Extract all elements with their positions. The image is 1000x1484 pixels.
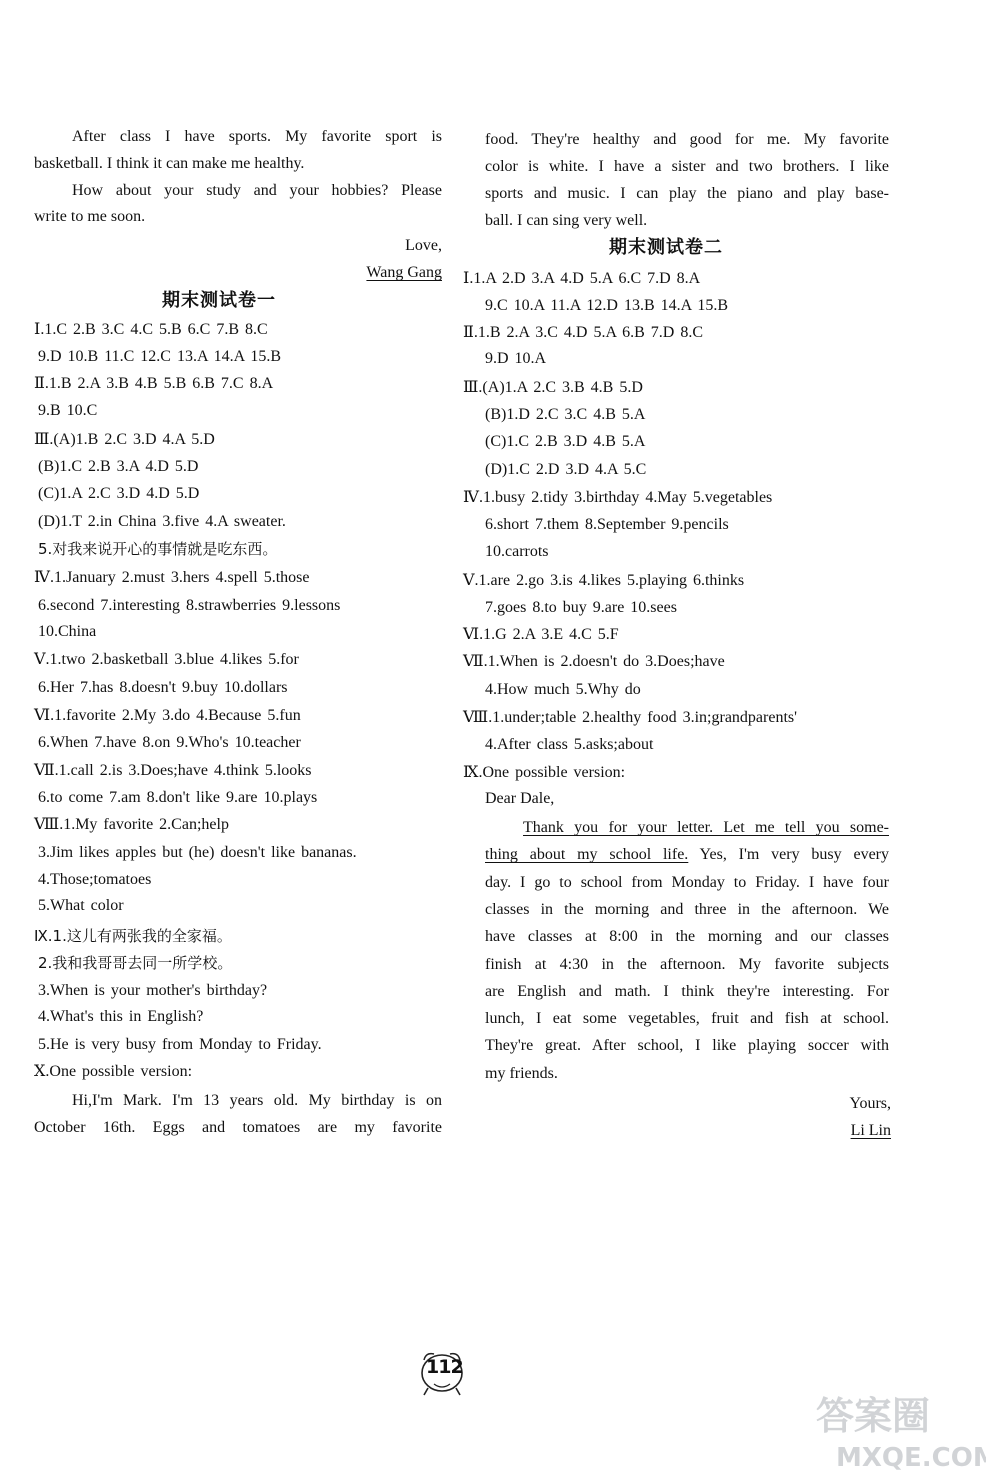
answer-line: Ⅸ.One possible version: [463, 764, 626, 781]
watermark-url: MXQE.COM [836, 1443, 986, 1473]
answer-line: 6.When 7.have 8.on 9.Who's 10.teacher [38, 734, 301, 751]
answer-line: (D)1.T 2.in China 3.five 4.A sweater. [38, 513, 286, 530]
essay-line: lunch, I eat some vegetables, fruit and fish at school. [485, 1010, 889, 1028]
answer-line: Ⅹ.One possible version: [34, 1063, 193, 1080]
letter-greeting: Dear Dale, [485, 790, 555, 807]
letter-closing: Yours, [849, 1095, 891, 1112]
letter-signature: Li Lin [850, 1122, 891, 1139]
page-number [418, 1350, 468, 1398]
answer-line: 7.goes 8.to buy 9.are 10.sees [485, 599, 677, 616]
answer-line: Ⅵ.1.favorite 2.My 3.do 4.Because 5.fun [34, 707, 301, 724]
essay-line: Hi,I'm Mark. I'm 13 years old. My birthday is on [72, 1092, 442, 1109]
answer-line: Ⅷ.1.My favorite 2.Can;help [34, 816, 229, 833]
answer-line: Ⅱ.1.B 2.A 3.C 4.D 5.A 6.B 7.D 8.C [463, 324, 704, 341]
answer-line: 6.short 7.them 8.September 9.pencils [485, 516, 729, 533]
page-number-text: 112 [426, 1356, 463, 1378]
essay-line: my friends. [485, 1064, 558, 1082]
essay-line: classes in the morning and three in the afternoon. We [485, 900, 889, 918]
answer-line: 3.When is your mother's birthday? [38, 982, 268, 999]
answer-line: 6.Her 7.has 8.doesn't 9.buy 10.dollars [38, 679, 288, 696]
answer-line: Ⅴ.1.two 2.basketball 3.blue 4.likes 5.for [34, 651, 299, 668]
answer-line: Ⅳ.1.busy 2.tidy 3.birthday 4.May 5.vegetables [463, 489, 773, 506]
answer-line: Ⅵ.1.G 2.A 3.E 4.C 5.F [463, 626, 619, 643]
answer-line: Ⅲ.(A)1.A 2.C 3.B 4.B 5.D [463, 379, 643, 396]
letter-line: How about your study and your hobbies? Please [72, 182, 442, 199]
answer-line: 6.to come 7.am 8.don't like 9.are 10.plays [38, 789, 318, 806]
underlined-text: thing about my school life. [485, 846, 689, 864]
essay-line: finish at 4:30 in the afternoon. My favorite subjects [485, 955, 889, 973]
answer-line: (C)1.A 2.C 3.D 4.D 5.D [38, 485, 200, 502]
answer-line: 4.How much 5.Why do [485, 681, 641, 698]
answer-line: (D)1.C 2.D 3.D 4.A 5.C [485, 461, 647, 478]
watermark-logo [806, 1384, 986, 1474]
letter-line: After class I have sports. My favorite sport is [72, 128, 442, 145]
answer-line: Ⅷ.1.under;table 2.healthy food 3.in;grandparents' [463, 709, 797, 726]
answer-line: 9.C 10.A 11.A 12.D 13.B 14.A 15.B [485, 297, 728, 314]
answer-line: Ⅰ.1.A 2.D 3.A 4.D 5.A 6.C 7.D 8.A [463, 270, 701, 287]
essay-line: day. I go to school from Monday to Friday. I have four [485, 873, 889, 891]
answer-line: (B)1.C 2.B 3.A 4.D 5.D [38, 458, 199, 475]
answer-line: 2.我和我哥哥去同一所学校。 [38, 954, 233, 972]
answer-line: 9.B 10.C [38, 402, 98, 419]
answer-line: 10.China [38, 623, 97, 640]
answer-line: Ⅴ.1.are 2.go 3.is 4.likes 5.playing 6.thinks [463, 572, 745, 589]
essay-line: color is white. I have a sister and two brothers. I like [485, 158, 889, 175]
essay-line: are English and math. I think they're interesting. For [485, 982, 889, 1000]
essay-line: food. They're healthy and good for me. My favorite [485, 131, 889, 148]
answer-line: 5.What color [38, 897, 124, 914]
answer-line: 3.Jim likes apples but (he) doesn't like bananas. [38, 844, 357, 861]
essay-line: ball. I can sing very well. [485, 212, 648, 229]
letter-signature: Wang Gang [366, 264, 442, 281]
answer-line: Ⅱ.1.B 2.A 3.B 4.B 5.B 6.B 7.C 8.A [34, 375, 274, 392]
answer-line: 4.What's this in English? [38, 1008, 204, 1025]
answer-line: 4.After class 5.asks;about [485, 736, 654, 753]
answer-line: Ⅲ.(A)1.B 2.C 3.D 4.A 5.D [34, 431, 215, 448]
answer-line: Ⅶ.1.call 2.is 3.Does;have 4.think 5.looks [34, 762, 312, 779]
answer-line: (B)1.D 2.C 3.C 4.B 5.A [485, 406, 646, 423]
answer-line: 6.second 7.interesting 8.strawberries 9.lessons [38, 597, 341, 614]
answer-line: 4.Those;tomatoes [38, 871, 152, 888]
essay-line: October 16th. Eggs and tomatoes are my favorite [34, 1119, 442, 1136]
letter-line: basketball. I think it can make me healthy. [34, 155, 305, 172]
answer-line: 5.He is very busy from Monday to Friday. [38, 1036, 322, 1053]
test1-title: 期末测试卷一 [162, 290, 276, 311]
essay-line: sports and music. I can play the piano and play base- [485, 185, 889, 202]
answer-line: Ⅳ.1.January 2.must 3.hers 4.spell 5.those [34, 569, 310, 586]
essay-line: Thank you for your letter. Let me tell you some- [523, 819, 889, 836]
answer-line: Ⅸ.1.这儿有两张我的全家福。 [34, 927, 232, 945]
plain-text: Yes, I'm very busy every [688, 846, 889, 864]
answer-line: 9.D 10.A [485, 350, 547, 367]
answer-line: Ⅰ.1.C 2.B 3.C 4.C 5.B 6.C 7.B 8.C [34, 321, 268, 338]
watermark-cn: 答案圈 [816, 1394, 931, 1438]
answer-line: 5.对我来说开心的事情就是吃东西。 [38, 540, 278, 558]
answer-line: Ⅶ.1.When is 2.doesn't do 3.Does;have [463, 653, 725, 670]
answer-line: 9.D 10.B 11.C 12.C 13.A 14.A 15.B [38, 348, 281, 365]
letter-closing: Love, [405, 237, 442, 254]
answer-line: (C)1.C 2.B 3.D 4.B 5.A [485, 433, 646, 450]
essay-line [485, 845, 889, 865]
essay-line: They're great. After school, I like playing soccer with [485, 1037, 889, 1055]
test2-title: 期末测试卷二 [609, 237, 723, 258]
letter-line: write to me soon. [34, 208, 146, 225]
essay-line: have classes at 8:00 in the morning and our classes [485, 928, 889, 946]
answer-line: 10.carrots [485, 543, 549, 560]
